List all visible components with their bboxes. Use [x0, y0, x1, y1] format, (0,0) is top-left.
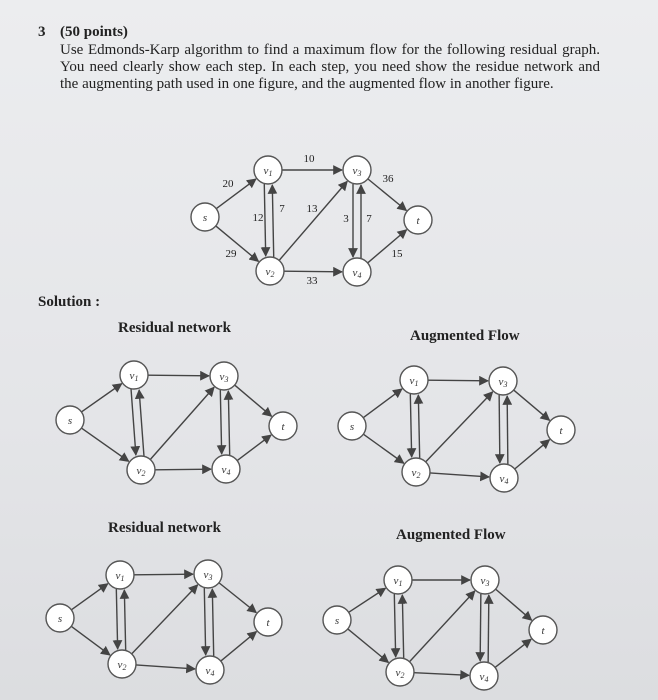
node-label-v1: v1	[263, 165, 273, 178]
edge-v3-v4	[499, 395, 500, 463]
node-label-t: t	[541, 625, 545, 637]
node-label-v4: v4	[479, 671, 489, 684]
edge-s-v2	[81, 428, 128, 461]
edge-v2-v4	[284, 271, 342, 272]
edge-s-v2	[348, 629, 389, 663]
edge-v2-v3	[410, 591, 475, 662]
graph-question	[191, 153, 432, 287]
edge-v4-v3	[488, 595, 489, 662]
solution-label: Solution :	[38, 294, 101, 310]
graph-step2-augmented	[323, 566, 557, 690]
node-label-t: t	[281, 421, 285, 433]
edge-v2-v4	[414, 673, 469, 676]
node-label-v2: v2	[265, 266, 275, 279]
weight-v2_v4: 33	[306, 275, 318, 287]
weight-v3_v4: 3	[343, 213, 349, 225]
node-label-s: s	[57, 613, 63, 625]
edge-v2-v4	[155, 469, 211, 470]
edge-v2-v1	[139, 390, 144, 456]
edge-s-v1	[71, 584, 107, 610]
step1-augmented-label: Augmented Flow	[410, 328, 520, 344]
edge-v1-v3	[134, 574, 193, 575]
edge-v3-t	[496, 589, 532, 620]
question-text: Use Edmonds-Karp algorithm to find a maximum flow for the following residual graph. You need clearly show each step. In each step, you need show the residue network and the augmenting path used in one figure, and the augmented flow in another figure.	[60, 42, 600, 92]
weight-v1_v3: 10	[303, 153, 315, 165]
node-label-v3: v3	[498, 376, 508, 389]
node-label-t: t	[266, 617, 270, 629]
edge-v2-v3	[150, 387, 214, 459]
edge-v1-v2	[131, 389, 136, 455]
edge-v3-t	[514, 390, 550, 420]
edge-v3-t	[235, 385, 272, 416]
edge-v4-t	[495, 639, 531, 667]
edge-s-v2	[363, 434, 403, 463]
node-label-v1: v1	[409, 375, 419, 388]
node-label-t: t	[416, 215, 420, 227]
node-label-v3: v3	[219, 371, 229, 384]
question-number: 3	[38, 24, 46, 40]
edge-v1-v2	[394, 594, 395, 657]
weight-v3_t: 36	[382, 173, 394, 185]
node-label-v3: v3	[203, 569, 213, 582]
edge-v4-t	[515, 440, 550, 469]
node-label-s: s	[202, 212, 208, 224]
edge-v3-v4	[204, 588, 205, 655]
edge-s-v1	[81, 384, 121, 412]
edge-v2-v4	[430, 473, 489, 477]
edge-v1-v3	[148, 375, 209, 376]
edge-v3-t	[219, 583, 256, 613]
edge-v2-v1	[418, 395, 419, 458]
edge-s-v1	[363, 389, 402, 418]
weight-v2_v3: 13	[306, 203, 318, 215]
weight-v4_v3: 7	[366, 213, 372, 225]
edge-v4-v3	[228, 391, 229, 455]
weight-v1_v2: 12	[252, 212, 264, 224]
node-label-s: s	[349, 421, 355, 433]
graph-step1-augmented	[338, 366, 575, 492]
step1-residual-label: Residual network	[118, 320, 231, 336]
edge-s-v1	[349, 588, 386, 612]
edge-v1-v2	[410, 394, 411, 457]
node-label-v3: v3	[480, 575, 490, 588]
node-label-v1: v1	[115, 570, 125, 583]
node-label-v4: v4	[352, 267, 362, 280]
edge-v1-v2	[116, 589, 117, 649]
weight-s_v1: 20	[222, 178, 234, 190]
edge-v4-v3	[212, 589, 213, 656]
edge-v2-v3	[132, 585, 198, 654]
node-label-s: s	[67, 415, 73, 427]
edge-v1-v2	[264, 184, 265, 256]
node-label-v2: v2	[117, 659, 127, 672]
edge-v4-v3	[507, 396, 508, 464]
edge-v2-v3	[279, 181, 347, 260]
node-label-v3: v3	[352, 165, 362, 178]
weight-v4_t: 15	[391, 248, 403, 260]
edge-v2-v1	[124, 590, 125, 650]
question-points: (50 points)	[60, 24, 128, 40]
node-label-t: t	[559, 425, 563, 437]
node-label-v2: v2	[411, 467, 421, 480]
edge-v2-v3	[426, 392, 493, 462]
edge-v1-v3	[428, 380, 488, 381]
edge-v2-v1	[402, 595, 403, 658]
graph-step2-residual	[46, 560, 282, 684]
edge-v4-t	[221, 632, 257, 662]
weight-s_v2: 29	[225, 248, 237, 260]
node-label-s: s	[334, 615, 340, 627]
node-label-v4: v4	[499, 473, 509, 486]
node-label-v2: v2	[395, 667, 405, 680]
edge-s-v2	[71, 626, 110, 655]
node-label-v2: v2	[136, 465, 146, 478]
edge-v4-t	[237, 435, 271, 461]
node-label-v1: v1	[129, 370, 139, 383]
node-label-v4: v4	[221, 464, 231, 477]
edge-v3-v4	[220, 390, 221, 454]
graph-step1-residual	[56, 361, 297, 484]
node-label-v4: v4	[205, 665, 215, 678]
edge-s-v2	[216, 226, 259, 261]
edge-v3-v4	[480, 594, 481, 661]
edge-v2-v1	[272, 185, 273, 257]
edge-v2-v4	[136, 665, 195, 669]
node-label-v1: v1	[393, 575, 403, 588]
step2-augmented-label: Augmented Flow	[396, 527, 506, 543]
weight-v2_v1: 7	[279, 203, 285, 215]
step2-residual-label: Residual network	[108, 520, 221, 536]
